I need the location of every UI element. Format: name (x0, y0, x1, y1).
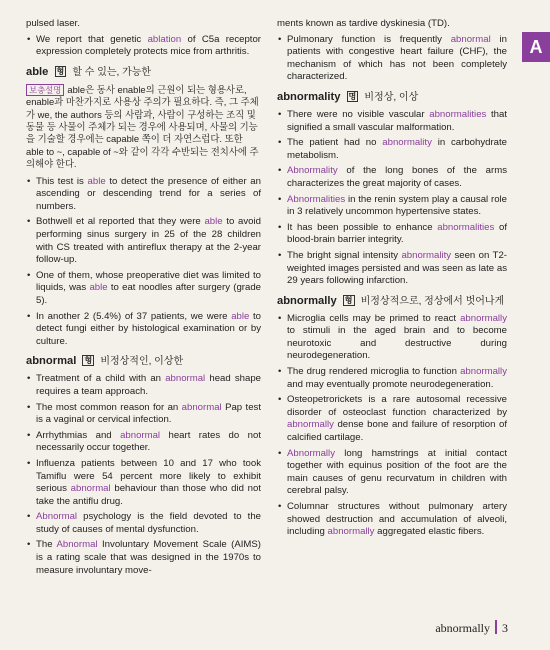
footer-divider (495, 620, 497, 634)
highlighted-term: abnormality (401, 249, 452, 261)
entry-heading-abnormally (277, 294, 507, 309)
headword: able (26, 65, 49, 78)
example-sentence: • Microglia cells may be primed to react abnormally to stimuli in the aged brain and to become neurotoxic and destructive during neurodegeneration. (277, 313, 507, 363)
example-sentence: • It has been possible to enhance abnormalities of blood-brain barrier integrity. (277, 222, 507, 247)
headword: abnormally (277, 294, 337, 307)
example-sentence: • Abnormally long hamstrings at initial contact together with equinus position of the foot are the main causes of genu recurvatum in children with cerebral palsy. (277, 448, 507, 498)
page-number: 3 (502, 621, 508, 635)
highlighted-term: able (89, 282, 108, 294)
left-column (26, 18, 261, 580)
highlighted-term: ablation (147, 33, 182, 45)
example-sentence: • Abnormalities in the renin system play a causal role in 3 relatively uncommon hypertensive states. (277, 194, 507, 219)
example-sentence: • In another 2 (5.4%) of 37 patients, we were able to detect fungi either by histological examination or by culture. (26, 311, 261, 349)
example-sentence: • We report that genetic ablation of C5a receptor expression completely protects mice from arthritis. (26, 34, 261, 59)
entry-heading-abnormal (26, 354, 261, 369)
headword: abnormality (277, 90, 341, 103)
highlighted-term: abnormal (181, 401, 222, 413)
page-footer (435, 620, 508, 636)
highlighted-term: abnormally (327, 526, 375, 538)
example-sentence: • The most common reason for an abnormal Pap test is a vaginal or cervical infection. (26, 402, 261, 427)
pos-tag: 형 (344, 295, 353, 305)
usage-note (26, 84, 261, 171)
highlighted-term: abnormally (287, 419, 334, 431)
highlighted-term: abnormal (70, 483, 111, 495)
example-sentence: • Abnormality of the long bones of the arms characterizes the great majority of cases. (277, 165, 507, 190)
example-sentence: • This test is able to detect the presence of either an ascending or descending trend for a series of numbers. (26, 176, 261, 214)
example-sentence: • The bright signal intensity abnormality seen on T2-weighted images persisted and was seen as late as 29 years following infarction. (277, 250, 507, 288)
bullet-list (277, 313, 507, 539)
highlighted-term: abnormal (120, 429, 161, 441)
example-sentence: • There were no visible vascular abnormalities that signified a small vascular malformation. (277, 109, 507, 134)
example-sentence: • The drug rendered microglia to function abnormally and may eventually promote neurodegeneration. (277, 366, 507, 391)
bullet-list (26, 373, 261, 577)
example-sentence: • Influenza patients between 10 and 17 who took Tamiflu were 54 percent more likely to exhibit serious abnormal behaviour than those who did not take the antiflu drug. (26, 458, 261, 508)
running-head-word: abnormally (435, 621, 490, 635)
right-column (277, 18, 507, 542)
example-sentence: • Columnar structures without pulmonary artery showed destruction and accumulation of alveoli, including abnormally aggregated elastic fibers. (277, 501, 507, 539)
usage-note-text: able은 동사 enable의 근원이 되는 형용사로, enable과 마찬가지로 사용상 주의가 필요하다. 즉, 그 주체가 we, the authors 등의 사람과, 사람이 구성하는 조직 및 동물 등 사물이 주체가 되는 경우에 사용되며, 사물의 기능을 기술할 경우에는 capable 쪽이 더 자연스럽다. 또한 able to ~, capable of ~와 같이 각각 수반되는 전치사에 주의해야 한다. (26, 83, 259, 170)
korean-gloss: 비정상적인, 이상한 (100, 356, 184, 368)
highlighted-term: abnormal (450, 33, 491, 45)
bullet-list (277, 34, 507, 84)
pos-tag: 형 (56, 66, 65, 76)
headword: abnormal (26, 355, 77, 368)
korean-gloss: 비정상, 이상 (364, 91, 419, 103)
example-sentence: • The patient had no abnormality in carbohydrate metabolism. (277, 137, 507, 162)
highlighted-term: Abnormally (287, 447, 335, 459)
highlighted-term: able (87, 175, 106, 187)
entry-heading-abnormality (277, 90, 507, 105)
continued-fragment: ments known as tardive dyskinesia (TD). (277, 18, 450, 29)
section-tab-letter: A (522, 32, 550, 62)
highlighted-term: abnormalities (429, 108, 487, 120)
highlighted-term: able (231, 310, 250, 322)
highlighted-term: Abnormality (287, 165, 338, 177)
pos-tag: 형 (84, 356, 93, 366)
pos-tag: 명 (348, 91, 357, 101)
example-sentence: • Abnormal psychology is the field devoted to the study of causes of mental dysfunction. (26, 511, 261, 536)
example-sentence: • Arrhythmias and abnormal heart rates do not necessarily occur together. (26, 430, 261, 455)
entry-heading-able (26, 65, 261, 80)
example-sentence: • One of them, whose preoperative diet was limited to liquids, was able to eat noodles after surgery (grade 5). (26, 270, 261, 308)
highlighted-term: abnormality (382, 137, 432, 149)
example-sentence: • The Abnormal Involuntary Movement Scale (AIMS) is a rating scale that was designed in the 1970s to measure involuntary move- (26, 539, 261, 577)
bullet-list (277, 109, 507, 288)
highlighted-term: Abnormal (56, 539, 98, 551)
highlighted-term: abnormal (165, 373, 206, 385)
highlighted-term: Abnormalities (287, 193, 346, 205)
highlighted-term: able (204, 216, 223, 228)
example-sentence: • Osteopetrorickets is a rare autosomal recessive disorder of osteoclast function characterized by abnormally dense bone and failure of resorption of calcified cartilage. (277, 394, 507, 444)
highlighted-term: abnormally (460, 312, 507, 324)
korean-gloss: 할 수 있는, 가능한 (72, 66, 152, 78)
highlighted-term: abnormally (460, 366, 507, 378)
bullet-list (26, 176, 261, 349)
highlighted-term: abnormalities (437, 221, 495, 233)
example-sentence: • Treatment of a child with an abnormal head shape requires a team approach. (26, 373, 261, 398)
usage-note-label: 보충설명 (26, 84, 64, 96)
highlighted-term: Abnormal (36, 511, 78, 523)
example-sentence: • Bothwell et al reported that they were able to avoid performing sinus surgery in 25 of the 28 children with CS treated with antireflux therapy at the 2-year follow-up. (26, 216, 261, 266)
example-sentence: • Pulmonary function is frequently abnormal in patients with congestive heart failure (CHF), the mechanism of which has not been completely characterized. (277, 34, 507, 84)
continued-fragment: pulsed laser. (26, 18, 80, 29)
bullet-list (26, 34, 261, 59)
korean-gloss: 비정상적으로, 정상에서 벗어나게 (360, 295, 505, 307)
